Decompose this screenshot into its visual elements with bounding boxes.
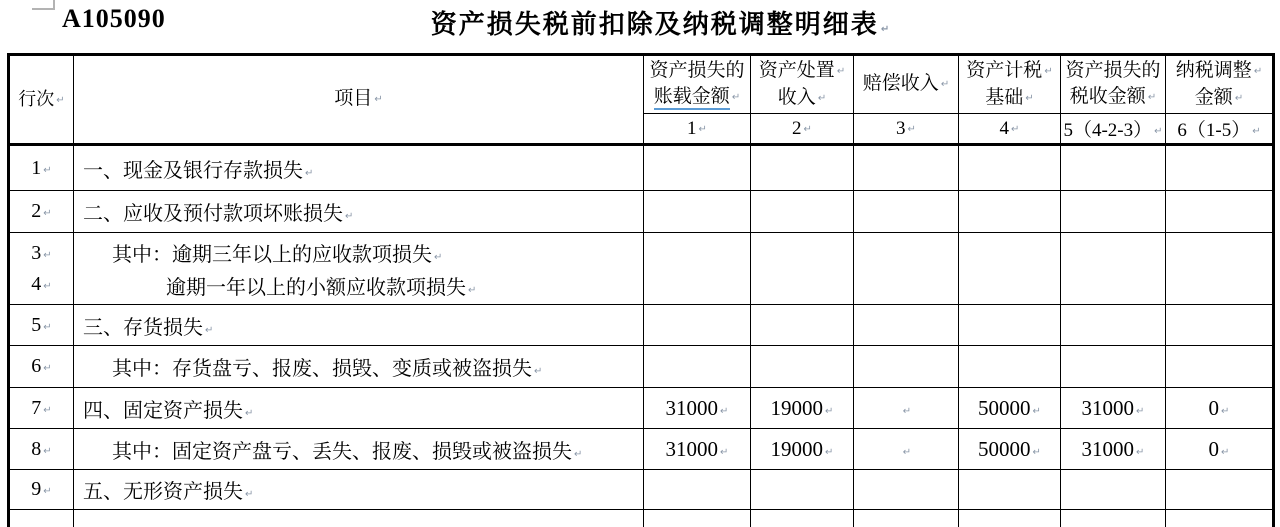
value-cell bbox=[751, 510, 854, 527]
row-number: 1 bbox=[31, 156, 42, 179]
row-number: 7 bbox=[31, 396, 42, 419]
table-row-2 bbox=[9, 191, 1274, 233]
value-cell bbox=[1061, 429, 1166, 470]
value-cell bbox=[1061, 470, 1166, 510]
item-text: 四、固定资产损失 bbox=[83, 399, 243, 422]
item-cell bbox=[74, 233, 644, 305]
header-line1: 资产损失的 bbox=[649, 60, 745, 81]
value-cell bbox=[959, 233, 1061, 305]
row-number: 2 bbox=[31, 200, 42, 222]
paragraph-mark: ↵ bbox=[43, 280, 52, 292]
column-code-text: 5（4-2-3） bbox=[1063, 120, 1153, 141]
value-cell bbox=[854, 429, 959, 470]
line-break-mark: ↵ bbox=[1044, 65, 1053, 77]
row-number-cell bbox=[9, 388, 74, 429]
paragraph-mark: ↵ bbox=[43, 486, 52, 497]
value-cell bbox=[959, 145, 1061, 191]
cell-value: 0 bbox=[1208, 395, 1220, 420]
value-cell bbox=[959, 346, 1061, 388]
page-title-text: 资产损失税前扣除及纳税调整明细表 bbox=[430, 10, 879, 39]
paragraph-mark: ↵ bbox=[880, 24, 892, 35]
value-cell bbox=[1166, 305, 1274, 346]
header-row-number-text: 行次 bbox=[18, 88, 55, 109]
value-cell bbox=[751, 429, 854, 470]
row-number-cell bbox=[9, 233, 74, 305]
header-item bbox=[74, 55, 644, 145]
value-cell bbox=[854, 510, 959, 527]
value-cell bbox=[1166, 510, 1274, 527]
cell-value: 31000 bbox=[1081, 436, 1135, 461]
item-cell bbox=[74, 346, 644, 388]
line-break-mark: ↵ bbox=[836, 65, 846, 77]
paragraph-mark: ↵ bbox=[1147, 92, 1157, 103]
value-cell bbox=[854, 470, 959, 510]
value-cell bbox=[644, 346, 751, 388]
header-line1: 赔偿收入 bbox=[862, 73, 939, 94]
paragraph-mark: ↵ bbox=[245, 407, 254, 419]
table-row-partial bbox=[9, 510, 1274, 527]
value-cell bbox=[751, 233, 854, 305]
row-number: 3 bbox=[31, 241, 42, 264]
paragraph-mark: ↵ bbox=[43, 404, 52, 416]
header-row-number bbox=[9, 55, 74, 145]
paragraph-mark: ↵ bbox=[205, 324, 214, 336]
column-code-text: 4 bbox=[999, 117, 1010, 139]
table-row-1 bbox=[9, 145, 1274, 191]
value-cell bbox=[959, 510, 1061, 527]
item-cell bbox=[74, 305, 644, 346]
row-number-cell bbox=[9, 191, 74, 233]
cell-value: 19000 bbox=[770, 395, 824, 420]
paragraph-mark: ↵ bbox=[245, 489, 254, 500]
header-item-text: 项目 bbox=[334, 88, 373, 109]
value-cell bbox=[1061, 346, 1166, 388]
paragraph-mark: ↵ bbox=[468, 284, 477, 296]
paragraph-mark: ↵ bbox=[534, 366, 543, 377]
cell-value: 31000 bbox=[665, 436, 719, 461]
header-line2: 收入 bbox=[777, 86, 816, 108]
margin-corner-mark bbox=[32, 8, 55, 10]
item-text: 其中：存货盘亏、报废、损毁、变质或被盗损失 bbox=[112, 358, 532, 380]
table-row-8 bbox=[9, 429, 1274, 470]
paragraph-mark: ↵ bbox=[902, 405, 912, 417]
value-cell bbox=[959, 388, 1061, 429]
header-compensation-income bbox=[854, 55, 959, 114]
table-row-6 bbox=[9, 346, 1274, 388]
paragraph-mark: ↵ bbox=[374, 94, 383, 105]
paragraph-mark: ↵ bbox=[1154, 126, 1163, 137]
item-cell bbox=[74, 429, 644, 470]
cell-value: 19000 bbox=[770, 436, 824, 461]
paragraph-mark: ↵ bbox=[305, 167, 314, 179]
item-text: 其中：固定资产盘亏、丢失、报废、损毁或被盗损失 bbox=[112, 440, 572, 463]
paragraph-mark: ↵ bbox=[574, 448, 583, 460]
item-text: 逾期一年以上的小额应收款项损失 bbox=[166, 276, 466, 299]
header-line1: 资产处置 bbox=[758, 59, 835, 81]
paragraph-mark: ↵ bbox=[817, 92, 827, 104]
item-cell bbox=[74, 388, 644, 429]
column-code-1 bbox=[644, 114, 751, 145]
value-cell bbox=[644, 388, 751, 429]
column-code-4 bbox=[959, 114, 1061, 145]
column-code-text: 1 bbox=[687, 117, 697, 139]
paragraph-mark: ↵ bbox=[43, 208, 52, 219]
header-line2: 税收金额 bbox=[1069, 86, 1146, 107]
paragraph-mark: ↵ bbox=[43, 363, 52, 374]
cell-value: 31000 bbox=[1081, 395, 1135, 420]
header-book-amount bbox=[644, 55, 751, 114]
value-cell bbox=[854, 233, 959, 305]
item-cell bbox=[74, 470, 644, 510]
header-line2-underlined: 账载金额 bbox=[654, 86, 730, 110]
paragraph-mark: ↵ bbox=[43, 445, 52, 457]
value-cell bbox=[854, 346, 959, 388]
row-number: 9 bbox=[31, 478, 42, 500]
line-break-mark: ↵ bbox=[1253, 65, 1263, 77]
paragraph-mark: ↵ bbox=[720, 446, 729, 458]
value-cell bbox=[854, 388, 959, 429]
item-cell bbox=[74, 145, 644, 191]
paragraph-mark: ↵ bbox=[56, 94, 65, 106]
cell-value: 50000 bbox=[978, 395, 1031, 420]
paragraph-mark: ↵ bbox=[43, 321, 52, 333]
paragraph-mark: ↵ bbox=[940, 79, 950, 90]
value-cell bbox=[644, 191, 751, 233]
page-title bbox=[431, 4, 891, 41]
item-text: 二、应收及预付款项坏账损失 bbox=[83, 203, 343, 225]
column-code-text: 3 bbox=[896, 117, 906, 139]
paragraph-mark: ↵ bbox=[825, 446, 834, 458]
value-cell bbox=[751, 388, 854, 429]
value-cell bbox=[751, 305, 854, 346]
column-code-2 bbox=[751, 114, 854, 145]
paragraph-mark: ↵ bbox=[1234, 92, 1244, 104]
value-cell bbox=[644, 305, 751, 346]
value-cell bbox=[1061, 510, 1166, 527]
header-tax-amount bbox=[1061, 55, 1166, 114]
value-cell bbox=[1166, 233, 1274, 305]
paragraph-mark: ↵ bbox=[907, 123, 916, 135]
value-cell bbox=[9, 510, 74, 527]
column-code-text: 6（1-5） bbox=[1177, 120, 1251, 141]
form-code: A105090 bbox=[62, 4, 166, 33]
value-cell bbox=[644, 233, 751, 305]
item-text: 其中：逾期三年以上的应收款项损失 bbox=[112, 243, 432, 266]
value-cell bbox=[751, 191, 854, 233]
paragraph-mark: ↵ bbox=[1011, 123, 1020, 135]
value-cell bbox=[1166, 191, 1274, 233]
paragraph-mark: ↵ bbox=[1032, 446, 1041, 458]
value-cell bbox=[1166, 470, 1274, 510]
value-cell bbox=[1166, 346, 1274, 388]
paragraph-mark: ↵ bbox=[1136, 405, 1145, 417]
value-cell bbox=[1061, 233, 1166, 305]
cell-value: 0 bbox=[1208, 436, 1220, 461]
value-cell bbox=[1061, 305, 1166, 346]
value-cell bbox=[1061, 388, 1166, 429]
row-number-cell bbox=[9, 429, 74, 470]
value-cell bbox=[854, 305, 959, 346]
paragraph-mark: ↵ bbox=[1252, 126, 1261, 137]
value-cell bbox=[1166, 429, 1274, 470]
cell-value: 50000 bbox=[978, 436, 1031, 461]
value-cell bbox=[959, 429, 1061, 470]
header-tax-adjustment bbox=[1166, 55, 1274, 114]
paragraph-mark: ↵ bbox=[1136, 446, 1145, 458]
paragraph-mark: ↵ bbox=[731, 92, 741, 103]
value-cell bbox=[1061, 145, 1166, 191]
paragraph-mark: ↵ bbox=[434, 251, 443, 263]
item-text: 五、无形资产损失 bbox=[83, 481, 243, 503]
table-row-5 bbox=[9, 305, 1274, 346]
table-row-7 bbox=[9, 388, 1274, 429]
row-number: 4 bbox=[31, 272, 42, 295]
paragraph-mark: ↵ bbox=[345, 211, 354, 222]
paragraph-mark: ↵ bbox=[698, 123, 707, 135]
value-cell bbox=[854, 191, 959, 233]
paragraph-mark: ↵ bbox=[43, 164, 52, 176]
row-number-cell bbox=[9, 346, 74, 388]
value-cell bbox=[644, 510, 751, 527]
paragraph-mark: ↵ bbox=[43, 249, 52, 261]
paragraph-mark: ↵ bbox=[720, 405, 729, 417]
header-disposal-income bbox=[751, 55, 854, 114]
value-cell bbox=[854, 145, 959, 191]
item-text: 一、现金及银行存款损失 bbox=[83, 159, 303, 182]
asset-loss-detail-table bbox=[7, 53, 1275, 527]
value-cell bbox=[959, 470, 1061, 510]
paragraph-mark: ↵ bbox=[825, 405, 834, 417]
row-number: 8 bbox=[31, 437, 42, 460]
value-cell bbox=[644, 145, 751, 191]
value-cell bbox=[1166, 145, 1274, 191]
header-line1: 纳税调整 bbox=[1175, 59, 1252, 81]
column-code-5 bbox=[1061, 114, 1166, 145]
value-cell bbox=[1166, 388, 1274, 429]
value-cell bbox=[1061, 191, 1166, 233]
row-number: 5 bbox=[31, 313, 42, 336]
cell-value: 31000 bbox=[665, 395, 719, 420]
paragraph-mark: ↵ bbox=[1032, 405, 1041, 417]
value-cell bbox=[644, 429, 751, 470]
row-number-cell bbox=[9, 145, 74, 191]
item-cell bbox=[74, 191, 644, 233]
row-number: 6 bbox=[31, 355, 42, 377]
column-code-3 bbox=[854, 114, 959, 145]
paragraph-mark: ↵ bbox=[1221, 446, 1230, 458]
paragraph-mark: ↵ bbox=[803, 123, 812, 135]
column-code-text: 2 bbox=[792, 117, 802, 139]
paragraph-mark: ↵ bbox=[902, 446, 912, 458]
value-cell bbox=[751, 470, 854, 510]
header-line1: 资产损失的 bbox=[1065, 60, 1161, 81]
paragraph-mark: ↵ bbox=[1025, 92, 1034, 104]
value-cell bbox=[959, 305, 1061, 346]
header-tax-basis bbox=[959, 55, 1061, 114]
header-line2: 金额 bbox=[1194, 86, 1233, 108]
paragraph-mark: ↵ bbox=[1221, 405, 1230, 417]
table-row-3-4 bbox=[9, 233, 1274, 305]
column-code-6 bbox=[1166, 114, 1274, 145]
value-cell bbox=[751, 145, 854, 191]
value-cell bbox=[959, 191, 1061, 233]
value-cell bbox=[74, 510, 644, 527]
value-cell bbox=[751, 346, 854, 388]
header-line1: 资产计税 bbox=[966, 59, 1043, 81]
table-row-9 bbox=[9, 470, 1274, 510]
row-number-cell bbox=[9, 305, 74, 346]
item-text: 三、存货损失 bbox=[83, 316, 203, 339]
header-line2: 基础 bbox=[985, 86, 1024, 108]
value-cell bbox=[644, 470, 751, 510]
row-number-cell bbox=[9, 470, 74, 510]
margin-corner-mark bbox=[53, 0, 55, 10]
